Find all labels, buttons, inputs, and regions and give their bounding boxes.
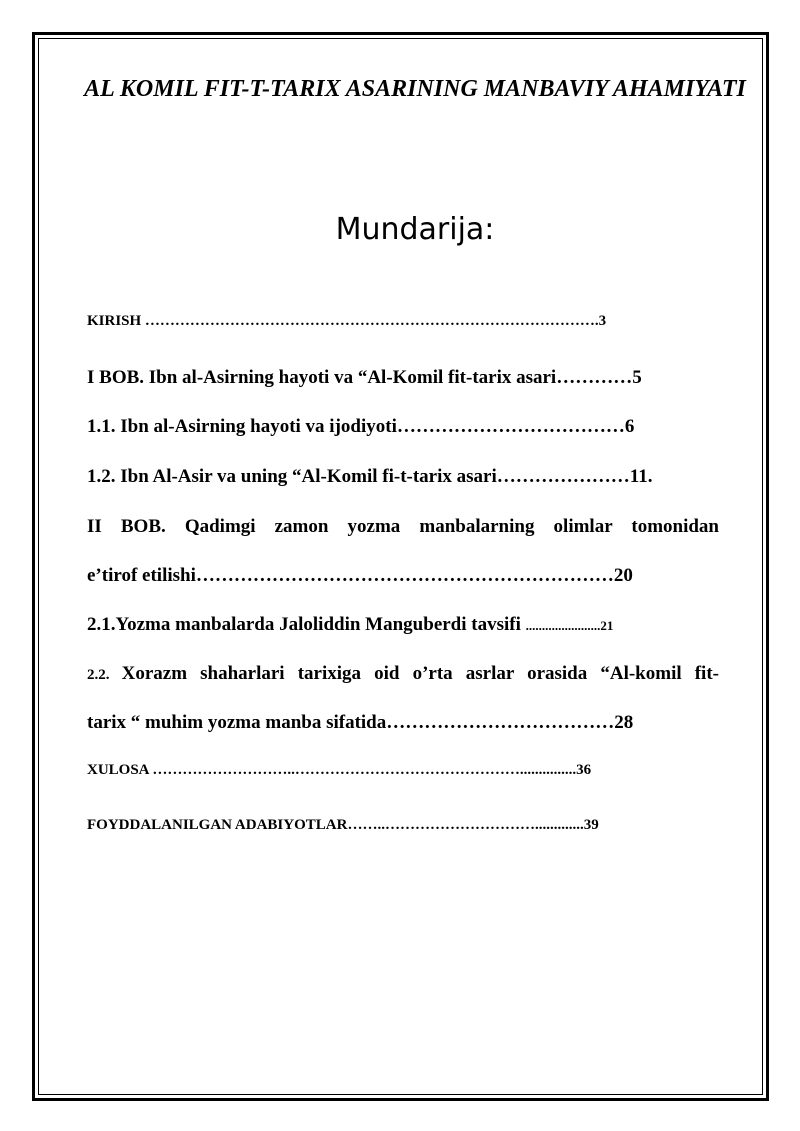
toc-entry-section-2-1-text: 2.1.Yozma manbalarda Jaloliddin Manguberdi tavsifi <box>87 614 526 635</box>
toc-entry-xulosa: XULOSA ………………………..………………………………………...............36 <box>87 762 592 778</box>
toc-entry-chapter-1: I BOB. Ibn al-Asirning hayoti va “Al-Komil fit-tarix asari…………5 <box>87 367 642 388</box>
toc-entry-chapter-2-line-1: II BOB. Qadimgi zamon yozma manbalarning olimlar tomonidan <box>87 516 719 537</box>
toc-entry-adabiyotlar: FOYDDALANILGAN ADABIYOTLAR……..………………………….............39 <box>87 817 599 833</box>
toc-entry-section-2-1 <box>87 614 613 636</box>
toc-entry-chapter-2-line-2: e’tirof etilishi…………………………………………………………20 <box>87 565 633 586</box>
toc-entry-kirish: KIRISH ……………………………………………………………………………….3 <box>87 313 607 329</box>
document-title: AL KOMIL FIT-T-TARIX ASARINING MANBAVIY AHAMIYATI <box>84 76 746 102</box>
toc-entry-section-2-2-text: Xorazm shaharlari tarixiga oid o’rta asrlar orasida “Al-komil fit- <box>121 663 719 684</box>
toc-entry-section-2-2-line-1 <box>87 663 719 685</box>
toc-entry-section-2-1-page: .......................21 <box>525 618 614 633</box>
toc-entry-section-2-2-number: 2.2. <box>87 667 122 683</box>
toc-entry-section-1-2: 1.2. Ibn Al-Asir va uning “Al-Komil fi-t-tarix asari…………………11. <box>87 466 653 487</box>
toc-entry-section-1-1: 1.1. Ibn al-Asirning hayoti va ijodiyoti………………………………6 <box>87 416 635 437</box>
toc-entry-section-2-2-line-2: tarix “ muhim yozma manba sifatida………………………………28 <box>87 712 634 733</box>
toc-heading: Mundarija: <box>335 212 495 247</box>
